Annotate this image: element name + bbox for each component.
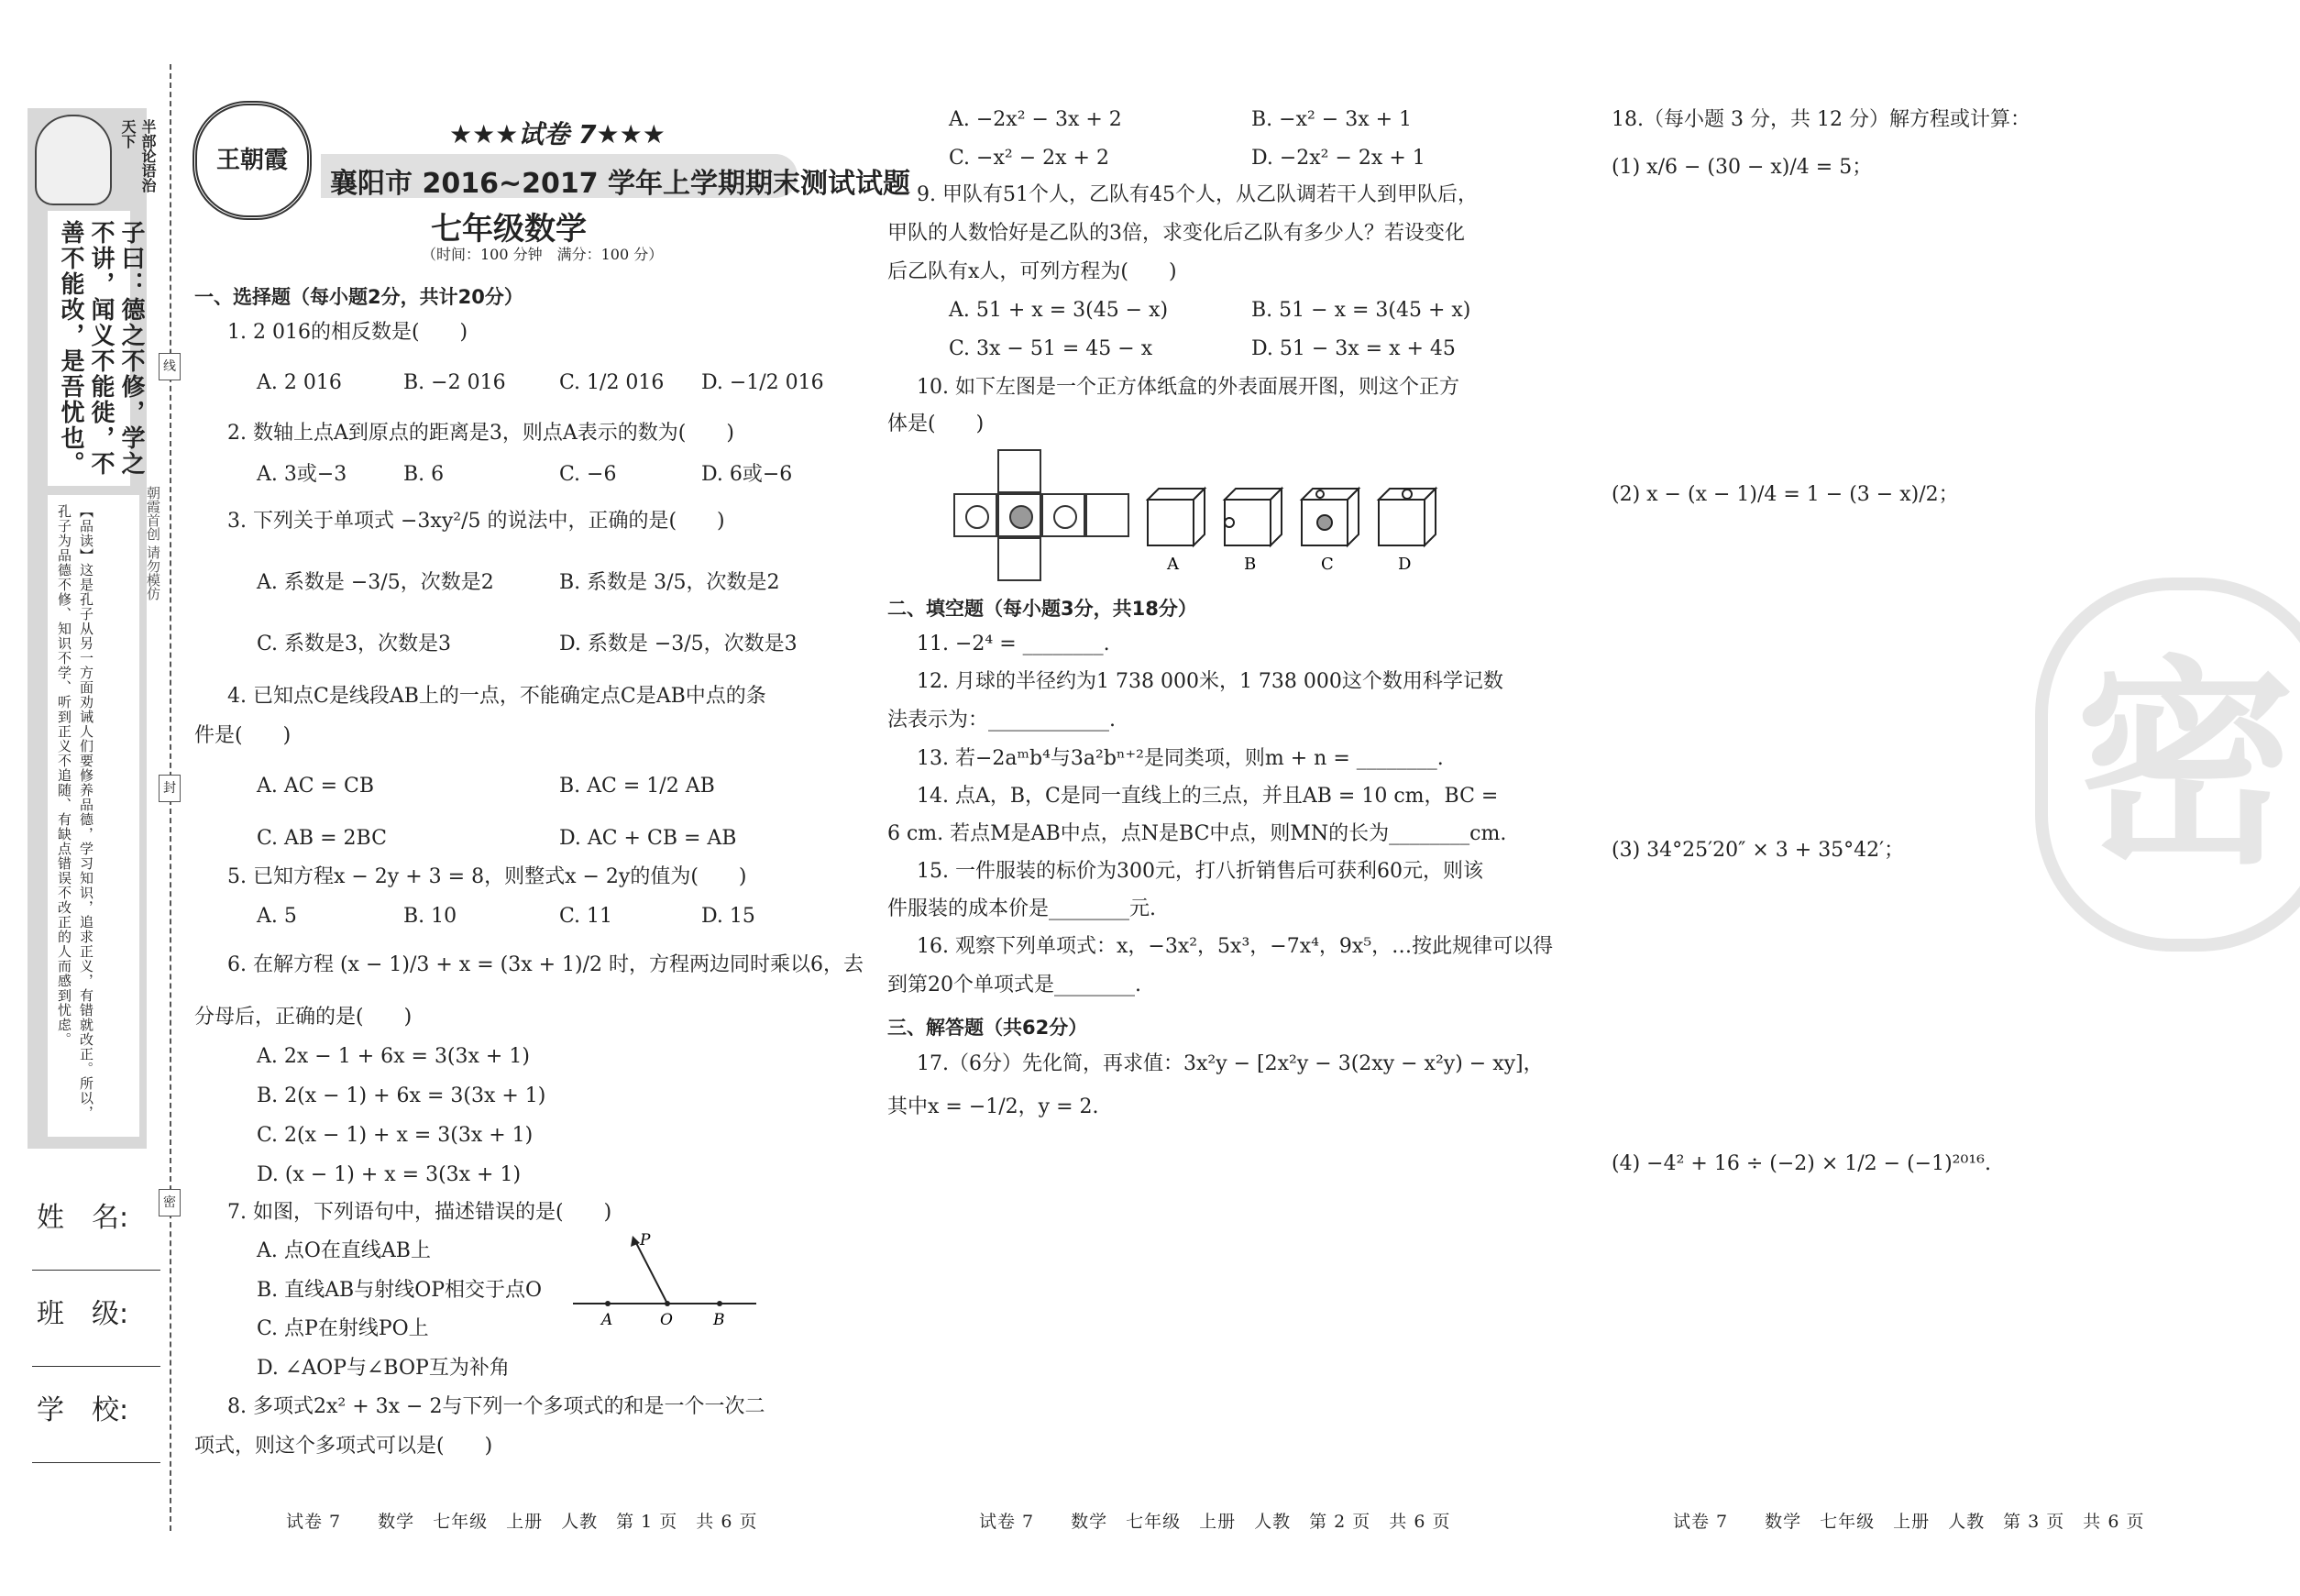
question-15-cont: 件服装的成本价是________元. <box>887 897 1156 920</box>
question-12: 12. 月球的半径约为1 738 000米，1 738 000这个数用科学记数 <box>917 670 1503 693</box>
figure-label: A <box>601 1311 613 1329</box>
figure-label: B <box>713 1311 725 1329</box>
cube-label: B <box>1244 555 1257 574</box>
option: A. 2 016 <box>257 371 342 394</box>
option: B. −x² − 3x + 1 <box>1251 108 1413 131</box>
seal-mark: 封 <box>159 775 181 802</box>
page-footer: 试卷 7 数学 七年级 上册 人教 第 2 页 共 6 页 <box>979 1512 1451 1532</box>
q18-part-3: (3) 34°25′20″ × 3 + 35°42′； <box>1612 839 1905 862</box>
option: C. AB = 2BC <box>257 827 387 850</box>
question-15: 15. 一件服装的标价为300元，打八折销售后可获利60元，则该 <box>917 860 1483 883</box>
option: C. 11 <box>559 905 613 928</box>
exam-title: 襄阳市 2016~2017 学年上学期期末测试试题 <box>330 168 911 200</box>
question-4-cont: 件是( ) <box>194 724 292 747</box>
option: D. AC + CB = AB <box>559 827 737 850</box>
cube-label: D <box>1398 555 1412 574</box>
question-1: 1. 2 016的相反数是( ) <box>227 321 468 344</box>
option: D. −1/2 016 <box>701 371 824 394</box>
option: C. −x² − 2x + 2 <box>949 147 1109 170</box>
exam-subtitle: 七年级数学 <box>431 211 587 248</box>
cube-label: C <box>1321 555 1334 574</box>
q18-part-4: (4) −4² + 16 ÷ (−2) × 1/2 − (−1)²⁰¹⁶. <box>1612 1152 1991 1175</box>
question-16: 16. 观察下列单项式：x，−3x²，5x³，−7x⁴，9x⁵，…按此规律可以得 <box>917 935 1554 958</box>
figure-label: P <box>640 1231 651 1249</box>
question-14-cont: 6 cm. 若点M是AB中点，点N是BC中点，则MN的长为________cm. <box>887 822 1507 845</box>
question-3: 3. 下列关于单项式 −3xy²/5 的说法中，正确的是( ) <box>227 510 725 533</box>
paper-label: ★★★试卷 7★★★ <box>449 119 666 149</box>
option: C. 2(x − 1) + x = 3(3x + 1) <box>257 1124 534 1147</box>
question-14: 14. 点A，B，C是同一直线上的三点，并且AB = 10 cm，BC = <box>917 785 1499 808</box>
question-17: 17.（6分）先化简，再求值：3x²y − [2x²y − 3(2xy − x²y) − xy]， <box>917 1052 1544 1075</box>
option: C. 系数是3，次数是3 <box>257 633 452 655</box>
option: B. −2 016 <box>403 371 506 394</box>
brand-logo: 王朝霞 <box>193 101 312 220</box>
option: B. 系数是 3/5，次数是2 <box>559 571 780 594</box>
school-field[interactable] <box>32 1462 160 1463</box>
question-10: 10. 如下左图是一个正方体纸盒的外表面展开图，则这个正方 <box>917 376 1459 399</box>
cube-label: A <box>1167 555 1179 574</box>
section-heading: 二、填空题（每小题3分，共18分） <box>887 598 1197 620</box>
option: B. 10 <box>403 905 457 928</box>
option: D. 系数是 −3/5，次数是3 <box>559 633 798 655</box>
option: B. 6 <box>403 463 445 486</box>
question-9: 9. 甲队有51个人，乙队有45个人，从乙队调若干人到甲队后， <box>917 183 1478 206</box>
section-heading: 一、选择题（每小题2分，共计20分） <box>194 286 523 308</box>
class-field[interactable] <box>32 1366 160 1367</box>
question-13: 13. 若−2aᵐb⁴与3a²bⁿ⁺²是同类项，则m + n = ________. <box>917 747 1444 770</box>
option: A. 点O在直线AB上 <box>257 1239 431 1262</box>
option: C. 1/2 016 <box>559 371 665 394</box>
option: A. 5 <box>257 905 297 928</box>
confucius-icon <box>35 115 112 205</box>
cube-options-figure <box>1146 481 1448 582</box>
option: A. 2x − 1 + 6x = 3(3x + 1) <box>257 1045 530 1068</box>
q18-part-1: (1) x/6 − (30 − x)/4 = 5； <box>1612 156 1873 179</box>
section-heading: 三、解答题（共62分） <box>887 1017 1088 1039</box>
option: A. AC = CB <box>257 775 375 798</box>
option: B. 2(x − 1) + 6x = 3(3x + 1) <box>257 1084 546 1107</box>
school-label: 学 校: <box>37 1394 129 1426</box>
option: B. AC = 1/2 AB <box>559 775 715 798</box>
question-4: 4. 已知点C是线段AB上的一点，不能确定点C是AB中点的条 <box>227 685 766 708</box>
question-17-cont: 其中x = −1/2，y = 2. <box>887 1095 1099 1118</box>
question-18: 18.（每小题 3 分，共 12 分）解方程或计算： <box>1612 108 2030 131</box>
question-10-cont: 体是( ) <box>887 413 985 435</box>
question-7: 7. 如图，下列语句中，描述错误的是( ) <box>227 1201 612 1224</box>
question-8-cont: 项式，则这个多项式可以是( ) <box>194 1435 493 1458</box>
option: D. 6或−6 <box>701 463 793 486</box>
question-2: 2. 数轴上点A到原点的距离是3，则点A表示的数为( ) <box>227 422 734 445</box>
name-field[interactable] <box>32 1270 160 1271</box>
line-ray-figure <box>568 1228 761 1329</box>
question-9-cont: 后乙队有x人，可列方程为( ) <box>887 260 1177 283</box>
question-6-cont: 分母后，正确的是( ) <box>194 1006 413 1029</box>
option: A. −2x² − 3x + 2 <box>949 108 1122 131</box>
question-16-cont: 到第20个单项式是________. <box>887 974 1141 996</box>
option: D. 51 − 3x = x + 45 <box>1251 337 1456 360</box>
question-8: 8. 多项式2x² + 3x − 2与下列一个多项式的和是一个一次二 <box>227 1395 765 1418</box>
option: D. 15 <box>701 905 755 928</box>
page-footer: 试卷 7 数学 七年级 上册 人教 第 3 页 共 6 页 <box>1673 1512 2145 1532</box>
option: A. 系数是 −3/5，次数是2 <box>257 571 494 594</box>
seal-mark: 线 <box>159 353 181 380</box>
option: D. ∠AOP与∠BOP互为补角 <box>257 1357 510 1380</box>
comment-text: 【品读】这是孔子从另一方面劝诫人们要修养品德，学习知识，追求正义，有错就改正。所以，孔子为品德不修、知识不学、听到正义不追随、有缺点错误不改正的人而感到忧虑。 <box>56 504 94 1120</box>
option: A. 3或−3 <box>257 463 347 486</box>
option: C. 点P在射线PO上 <box>257 1317 429 1340</box>
option: D. (x − 1) + x = 3(3x + 1) <box>257 1163 522 1186</box>
question-12-cont: 法表示为：____________. <box>887 709 1116 732</box>
option: B. 51 − x = 3(45 + x) <box>1251 299 1471 322</box>
confidential-seal: 密 <box>2035 578 2300 952</box>
copyright-note: 朝霞首创 请勿模仿 <box>145 486 161 600</box>
figure-label: O <box>660 1311 673 1329</box>
option: B. 直线AB与射线OP相交于点O <box>257 1279 543 1302</box>
option: C. 3x − 51 = 45 − x <box>949 337 1153 360</box>
name-label: 姓 名: <box>37 1202 129 1234</box>
option: C. −6 <box>559 463 617 486</box>
question-6: 6. 在解方程 (x − 1)/3 + x = (3x + 1)/2 时，方程两边同时乘以6，去 <box>227 953 864 976</box>
page-footer: 试卷 7 数学 七年级 上册 人教 第 1 页 共 6 页 <box>286 1512 758 1532</box>
question-9-cont: 甲队的人数恰好是乙队的3倍，求变化后乙队有多少人？若设变化 <box>887 222 1465 245</box>
quote-text: 子曰：德之不修，学之不讲，闻义不能徙，不善不能改，是吾忧也。 <box>57 220 145 477</box>
question-5: 5. 已知方程x − 2y + 3 = 8，则整式x − 2y的值为( ) <box>227 865 747 888</box>
q18-part-2: (2) x − (x − 1)/4 = 1 − (3 − x)/2； <box>1612 483 1959 506</box>
time-info: （时间：100 分钟 满分：100 分） <box>422 246 664 263</box>
option: D. −2x² − 2x + 1 <box>1251 147 1425 170</box>
seal-mark: 密 <box>159 1189 181 1216</box>
motto: 半部论语治天下 <box>119 119 157 193</box>
option: A. 51 + x = 3(45 − x) <box>949 299 1169 322</box>
question-11: 11. −2⁴ = ________. <box>917 633 1110 655</box>
class-label: 班 级: <box>37 1298 129 1330</box>
